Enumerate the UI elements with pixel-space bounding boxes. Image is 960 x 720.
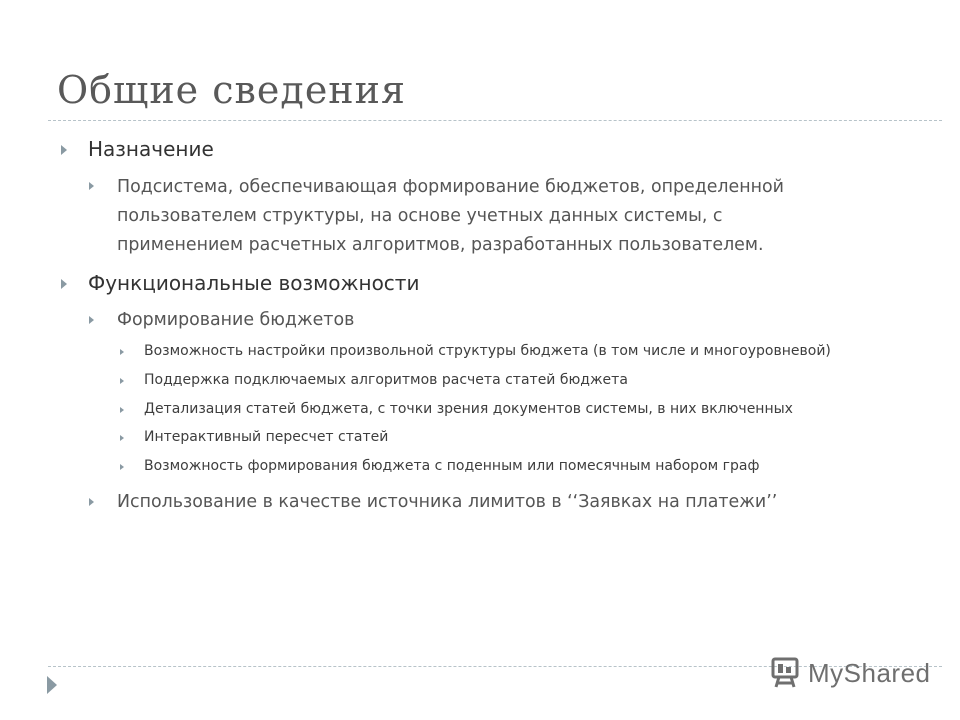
feature-subitem: Поддержка подключаемых алгоритмов расчета статей бюджета — [144, 372, 628, 388]
bullet-arrow-icon — [120, 435, 124, 441]
watermark-text: MyShared — [808, 657, 931, 688]
feature-subitem: Детализация статей бюджета, с точки зрения документов системы, в них включенных — [144, 401, 793, 417]
bullet-arrow-icon — [61, 279, 67, 289]
section-heading-features: Функциональные возможности — [88, 271, 420, 295]
feature-subitem: Возможность настройки произвольной структуры бюджета (в том числе и многоуровневой) — [144, 343, 831, 359]
title-divider — [48, 120, 942, 121]
purpose-description-line: пользователем структуры, на основе учетных данных системы, с — [117, 206, 723, 226]
bullet-arrow-icon — [120, 464, 124, 470]
presentation-board-icon — [768, 656, 802, 690]
bullet-arrow-icon — [61, 145, 67, 155]
bullet-arrow-icon — [89, 316, 94, 324]
bullet-arrow-icon — [120, 378, 124, 384]
purpose-description-line: Подсистема, обеспечивающая формирование бюджетов, определенной — [117, 177, 784, 197]
feature-subitem: Возможность формирования бюджета с поденным или помесячным набором граф — [144, 458, 760, 474]
purpose-description — [117, 173, 784, 260]
purpose-description-line: применением расчетных алгоритмов, разработанных пользователем. — [117, 235, 764, 255]
slide-title: Общие сведения — [57, 68, 406, 112]
bullet-arrow-icon — [89, 182, 94, 190]
bullet-arrow-icon — [120, 407, 124, 413]
feature-subitem: Интерактивный пересчет статей — [144, 429, 389, 445]
bullet-arrow-icon — [120, 349, 124, 355]
feature-payment-limits: Использование в качестве источника лимитов в ‘‘Заявках на платежи’’ — [117, 492, 778, 512]
bullet-arrow-icon — [89, 498, 94, 506]
feature-budgeting: Формирование бюджетов — [117, 310, 355, 330]
play-arrow-icon[interactable] — [47, 676, 57, 694]
section-heading-purpose: Назначение — [88, 137, 214, 161]
watermark — [768, 656, 931, 690]
